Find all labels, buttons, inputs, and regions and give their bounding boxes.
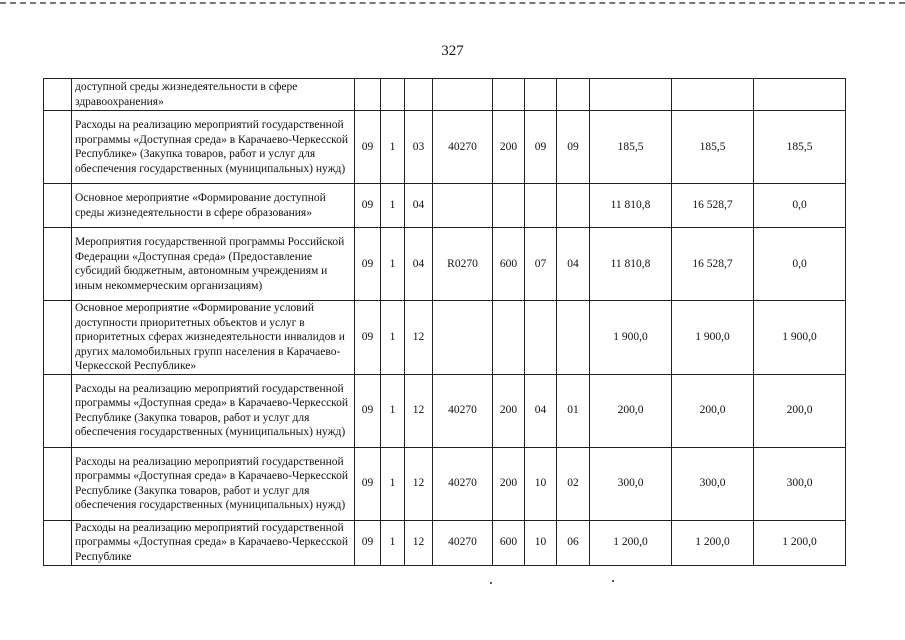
row-name-cell: Основное мероприятие «Формирование условий доступности приоритетных объектов и услуг в приоритетных сферах жизнедеятельности инвалидов и других маломобильных групп населения в Карачаево-Черкесской Республике» <box>72 301 355 375</box>
table-row <box>44 184 846 228</box>
col-subfunction-code: 09 <box>557 111 590 184</box>
row-name-cell: Расходы на реализацию мероприятий государственной программы «Доступная среда» в Карачаево-Черкесской Республике <box>72 520 355 565</box>
col-subsection-1: 1 <box>381 520 405 565</box>
col-function-code <box>525 184 557 228</box>
col-section <box>355 79 381 111</box>
col-subfunction-code: 06 <box>557 520 590 565</box>
value-year-1: 185,5 <box>590 111 672 184</box>
col-subfunction-code: 02 <box>557 447 590 520</box>
value-year-3: 1 200,0 <box>754 520 846 565</box>
col-target-item: R0270 <box>433 228 493 301</box>
col-function-code <box>525 79 557 111</box>
value-year-3: 185,5 <box>754 111 846 184</box>
value-year-2: 300,0 <box>672 447 754 520</box>
row-index-cell <box>44 79 72 111</box>
value-year-1 <box>590 79 672 111</box>
col-expense-type: 200 <box>493 447 525 520</box>
col-subfunction-code <box>557 301 590 375</box>
value-year-2: 16 528,7 <box>672 228 754 301</box>
value-year-3: 300,0 <box>754 447 846 520</box>
col-target-item: 40270 <box>433 447 493 520</box>
value-year-3: 1 900,0 <box>754 301 846 375</box>
value-year-3 <box>754 79 846 111</box>
col-expense-type <box>493 184 525 228</box>
col-section: 09 <box>355 374 381 447</box>
value-year-2: 185,5 <box>672 111 754 184</box>
col-subsection-1: 1 <box>381 184 405 228</box>
col-expense-type: 600 <box>493 520 525 565</box>
value-year-1: 1 900,0 <box>590 301 672 375</box>
col-function-code: 07 <box>525 228 557 301</box>
row-name-cell: Основное мероприятие «Формирование доступной среды жизнедеятельности в сфере образования» <box>72 184 355 228</box>
value-year-2: 200,0 <box>672 374 754 447</box>
scan-speck <box>612 580 614 582</box>
budget-table <box>43 78 846 566</box>
col-function-code <box>525 301 557 375</box>
value-year-1: 200,0 <box>590 374 672 447</box>
value-year-2: 1 900,0 <box>672 301 754 375</box>
table-row <box>44 111 846 184</box>
row-index-cell <box>44 447 72 520</box>
value-year-1: 1 200,0 <box>590 520 672 565</box>
value-year-3: 0,0 <box>754 184 846 228</box>
row-index-cell <box>44 184 72 228</box>
row-name-cell: доступной среды жизнедеятельности в сфере здравоохранения» <box>72 79 355 111</box>
col-subfunction-code: 01 <box>557 374 590 447</box>
col-subfunction-code <box>557 79 590 111</box>
value-year-1: 300,0 <box>590 447 672 520</box>
row-name-cell: Мероприятия государственной программы Российской Федерации «Доступная среда» (Предоставление субсидий бюджетным, автономным учреждениям и иным некоммерческим организациям) <box>72 228 355 301</box>
table-row <box>44 447 846 520</box>
scan-speck <box>490 582 492 584</box>
col-expense-type: 600 <box>493 228 525 301</box>
row-name-cell: Расходы на реализацию мероприятий государственной программы «Доступная среда» в Карачаево-Черкесской Республике» (Закупка товаров, работ и услуг для обеспечения государственных (муниципальных) нужд) <box>72 111 355 184</box>
table-row <box>44 374 846 447</box>
col-subfunction-code: 04 <box>557 228 590 301</box>
row-index-cell <box>44 301 72 375</box>
col-subsection-2: 03 <box>405 111 433 184</box>
col-target-item: 40270 <box>433 374 493 447</box>
col-subsection-1: 1 <box>381 228 405 301</box>
col-target-item: 40270 <box>433 520 493 565</box>
col-expense-type: 200 <box>493 374 525 447</box>
table-row <box>44 301 846 375</box>
row-name-cell: Расходы на реализацию мероприятий государственной программы «Доступная среда» в Карачаево-Черкесской Республике (Закупка товаров, работ и услуг для обеспечения государственных (муниципальных) нужд) <box>72 447 355 520</box>
col-subsection-1: 1 <box>381 374 405 447</box>
col-subsection-1 <box>381 79 405 111</box>
col-section: 09 <box>355 228 381 301</box>
col-section: 09 <box>355 184 381 228</box>
value-year-1: 11 810,8 <box>590 184 672 228</box>
table-body <box>44 79 846 566</box>
col-subfunction-code <box>557 184 590 228</box>
col-subsection-2: 12 <box>405 447 433 520</box>
value-year-3: 200,0 <box>754 374 846 447</box>
col-section: 09 <box>355 301 381 375</box>
value-year-3: 0,0 <box>754 228 846 301</box>
col-target-item <box>433 79 493 111</box>
col-subsection-1: 1 <box>381 301 405 375</box>
col-target-item <box>433 184 493 228</box>
col-function-code: 04 <box>525 374 557 447</box>
col-subsection-1: 1 <box>381 447 405 520</box>
col-target-item <box>433 301 493 375</box>
col-subsection-2: 12 <box>405 301 433 375</box>
table-row <box>44 79 846 111</box>
scan-top-edge <box>0 2 905 4</box>
col-section: 09 <box>355 111 381 184</box>
page-number: 327 <box>441 43 464 59</box>
col-subsection-2: 12 <box>405 374 433 447</box>
col-function-code: 09 <box>525 111 557 184</box>
col-subsection-2 <box>405 79 433 111</box>
col-expense-type <box>493 79 525 111</box>
row-index-cell <box>44 520 72 565</box>
col-function-code: 10 <box>525 520 557 565</box>
col-section: 09 <box>355 447 381 520</box>
col-function-code: 10 <box>525 447 557 520</box>
row-name-cell: Расходы на реализацию мероприятий государственной программы «Доступная среда» в Карачаево-Черкесской Республике (Закупка товаров, работ и услуг для обеспечения государственных (муниципальных) нужд) <box>72 374 355 447</box>
col-subsection-2: 04 <box>405 184 433 228</box>
table-row <box>44 228 846 301</box>
col-section: 09 <box>355 520 381 565</box>
row-index-cell <box>44 111 72 184</box>
row-index-cell <box>44 228 72 301</box>
col-subsection-2: 04 <box>405 228 433 301</box>
table-row <box>44 520 846 565</box>
value-year-1: 11 810,8 <box>590 228 672 301</box>
value-year-2: 1 200,0 <box>672 520 754 565</box>
col-expense-type: 200 <box>493 111 525 184</box>
col-subsection-1: 1 <box>381 111 405 184</box>
col-expense-type <box>493 301 525 375</box>
row-index-cell <box>44 374 72 447</box>
col-target-item: 40270 <box>433 111 493 184</box>
value-year-2 <box>672 79 754 111</box>
col-subsection-2: 12 <box>405 520 433 565</box>
value-year-2: 16 528,7 <box>672 184 754 228</box>
